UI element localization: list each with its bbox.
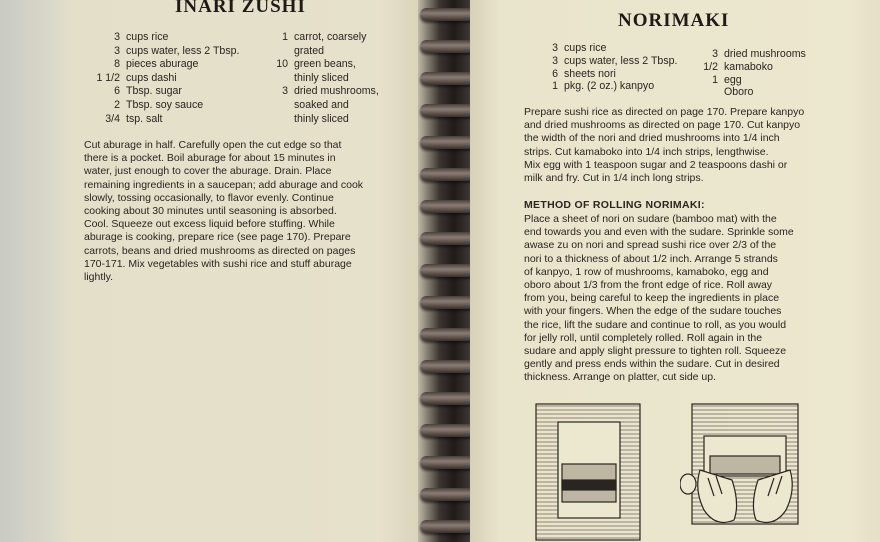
instruction-line: end towards you and even with the sudare. Sprinkle some [524,226,794,239]
instruction-line: lightly. [84,271,113,284]
ingredient-row [80,58,239,72]
ingredient-item: tsp. salt [126,112,163,125]
instruction-line: gently and press ends within the sudare. Cut in desired [524,358,780,371]
instruction-line: Place a sheet of nori on sudare (bamboo mat) with the [524,213,777,225]
inari-ingredients-col2 [262,31,379,126]
ingredient-item: dried mushrooms, [294,85,379,98]
ingredient-row [80,72,239,86]
ingredient-item: sheets nori [564,67,616,80]
norimaki-title: NORIMAKI [618,10,730,31]
ingredient-row [692,48,806,61]
instruction-line: water, just enough to cover the aburage. Drain. Place [84,165,332,178]
instruction-line: there is a pocket. Boil aburage for about 15 minutes in [84,152,336,165]
ingredient-item: cups dashi [126,71,177,84]
norimaki-intro [524,106,828,185]
ingredient-row [262,72,379,86]
ingredient-item: pieces aburage [126,58,199,71]
ingredient-row [262,85,379,99]
inari-instructions [84,139,396,284]
ingredient-row [530,42,677,55]
ingredient-qty: 3 [114,31,120,43]
ingredient-qty: 2 [114,98,120,111]
instruction-line: sudare and apply slight pressure to tighten roll. Squeeze [524,345,787,358]
ingredient-item: Oboro [724,86,754,99]
ingredient-qty: 3 [282,85,288,98]
ingredient-row [80,45,239,59]
ingredient-item: soaked and [294,98,349,111]
instruction-line: milk and fry. Cut in 1/4 inch long strips. [524,172,704,185]
ingredient-row [530,55,677,68]
ingredient-row [262,31,379,45]
ingredient-row [692,61,806,74]
ingredient-item: kamaboko [724,60,773,73]
ingredient-item: carrot, coarsely [294,31,367,43]
inari-ingredients-col1 [80,31,239,126]
ingredient-item: Tbsp. soy sauce [126,98,204,111]
instruction-line: awase zu on nori and spread sushi rice over 2/3 of the [524,239,777,252]
ingredient-qty: 6 [552,67,558,80]
method-heading: METHOD OF ROLLING NORIMAKI: [524,199,705,211]
ingredient-item: Tbsp. sugar [126,85,182,98]
instruction-line: with your fingers. When the edge of the sudare touches [524,305,782,318]
norimaki-ingredients-col2 [692,48,806,99]
instruction-line: slowly, tossing occasionally, to flavor evenly. Continue [84,191,334,204]
instruction-line: the width of the nori and dried mushrooms into 1/4 inch [524,132,780,145]
ingredient-qty: 1 [552,80,558,93]
ingredient-row [692,74,806,87]
ingredient-qty: 8 [114,58,120,71]
ingredient-row [80,99,239,113]
instruction-line: Prepare sushi rice as directed on page 170. Prepare kanpyo [524,106,805,118]
instruction-line: nori to a thickness of about 1/2 inch. Arrange 5 strands [524,252,778,265]
ingredient-item: dried mushrooms [724,48,806,60]
ingredient-qty [262,72,294,86]
instruction-line: 170-171. Mix vegetables with sushi rice and stuff aburage [84,257,352,270]
instruction-line: of kanpyo, 1 row of mushrooms, kamaboko, egg and [524,265,769,278]
ingredient-item: thinly sliced [294,112,349,125]
ingredient-row [692,86,806,99]
ingredient-item: green beans, [294,58,356,71]
ingredient-item: grated [294,44,325,57]
ingredient-row [530,80,677,93]
instruction-line: remaining ingredients in a saucepan; add aburage and cook [84,178,364,191]
ingredient-item: cups water, less 2 Tbsp. [564,54,678,67]
ingredient-qty [262,45,294,59]
norimaki-ingredients-col1 [530,42,677,93]
instruction-line: Cool. Squeeze out excess liquid before stuffing. While [84,218,335,231]
ingredient-item: thinly sliced [294,71,349,84]
instruction-line: aburage is cooking, prepare rice (see page 170). Prepare [84,231,351,244]
rolling-hands-illustration [680,400,810,542]
ingredient-qty: 1 [712,73,718,86]
instruction-line: for jelly roll, until completely rolled. Roll again in the [524,331,763,344]
instruction-line: thickness. Arrange on platter, cut side up. [524,371,717,384]
norimaki-method [524,213,828,385]
inari-zushi-title: INARI ZUSHI [175,0,306,17]
ingredient-qty: 1 1/2 [96,71,120,84]
ingredient-row [80,113,239,127]
ingredient-row [262,99,379,113]
ingredient-qty: 3 [552,54,558,67]
ingredient-qty: 6 [114,85,120,98]
instruction-line: strips. Cut kamaboko into 1/4 inch strips, lengthwise. [524,145,769,158]
right-page [470,0,880,542]
instruction-line: the rice, lift the sudare and continue to roll, as you would [524,318,787,331]
ingredient-qty [262,113,294,127]
ingredient-qty: 3 [712,48,718,60]
ingredient-item: cups rice [126,31,169,43]
ingredient-row [80,85,239,99]
ingredient-qty: 10 [276,58,288,71]
ingredient-qty: 3/4 [105,112,120,125]
instruction-line: Cut aburage in half. Carefully open the cut edge so that [84,139,342,151]
ingredient-row [262,45,379,59]
ingredient-qty: 1 [282,31,288,43]
left-page [0,0,432,542]
ingredient-row [262,113,379,127]
ingredient-row [262,58,379,72]
instruction-line: cooking about 30 minutes until seasoning is absorbed. [84,205,337,218]
instruction-line: from you, being careful to keep the ingredients in place [524,292,780,305]
ingredient-qty: 1/2 [703,60,718,73]
ingredient-row [80,31,239,45]
ingredient-qty [262,99,294,113]
ingredient-item: cups rice [564,42,607,54]
ingredient-item: cups water, less 2 Tbsp. [126,44,240,57]
instruction-line: and dried mushrooms as directed on page 170. Cut kanpyo [524,119,801,132]
ingredient-qty: 3 [114,44,120,57]
ingredient-item: pkg. (2 oz.) kanpyo [564,80,655,93]
ingredient-row [530,68,677,81]
ingredient-item: egg [724,73,742,86]
instruction-line: carrots, beans and dried mushrooms as directed on pages [84,244,356,257]
instruction-line: oboro about 1/3 from the front edge of rice. Roll away [524,279,773,292]
ingredient-qty: 3 [552,42,558,54]
ingredient-qty [692,86,724,99]
rice-on-mat-illustration [532,400,644,542]
instruction-line: Mix egg with 1 teaspoon sugar and 2 teaspoons dashi or [524,158,788,171]
